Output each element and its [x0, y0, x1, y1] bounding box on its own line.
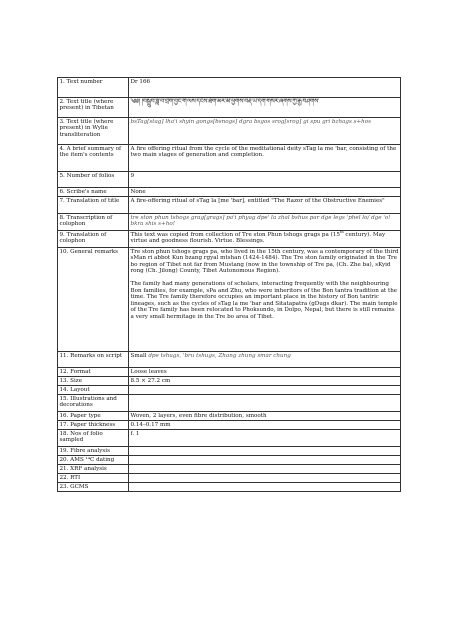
script-remarks-text: Small	[130, 352, 149, 359]
remarks-paragraph-1: Tre ston phun tshogs grags pa, who lived in the 15th century, was a contemporary of the third sMan ri abbot Kun bzang rgyal mtshan (1424-1484). The Tre ston family originated in the Tre bo region of Tibet not far from Mustang (now in the township of Tre pa, (Ch. Zhe ba), sKyid rong (Ch. Jilong) County, Tibet Autonomous Region).	[130, 248, 399, 275]
script-remarks-value	[129, 352, 401, 368]
row-label: 23. GCMS	[58, 483, 129, 492]
illustrations-value	[129, 395, 401, 412]
fibre-analysis-value	[129, 447, 401, 456]
catalogue-entry-table	[57, 77, 401, 492]
paper-type-value: Woven, 2 layers, even fibre distribution, smooth	[129, 412, 401, 421]
remarks-paragraph-2: The family had many generations of scholars, interacting frequently with the neighbouring Bon families, for example, sPa and Zhu, who were inheritors of the Bon tantra tradition at the time. The Tre family therefore occupies an important place in the history of Bon tantric lineages, such as the cycles of sTag la me 'bar and Sitatapatra (gDugs dkar). The main temple of the Tre family has been relocated to Phoksundo, in Dolpo, Nepal, but there is still remains a very small hermitage in the Tre bo area of Tibet.	[130, 280, 398, 320]
table-row	[58, 421, 401, 430]
table-row	[58, 447, 401, 456]
title-translation-value: A fire-offering ritual of sTag la [me 'bar], entitled "The Razor of the Obstructive Enemies"	[129, 197, 401, 214]
colophon-translation-text: century). May virtue and goodness flourish. Virtue. Blessings.	[130, 231, 386, 245]
table-row	[58, 483, 401, 492]
table-row	[58, 98, 401, 118]
ordinal-suffix: th	[339, 229, 344, 234]
row-label: 10. General remarks	[58, 248, 129, 352]
table-row	[58, 395, 401, 412]
table-row	[58, 214, 401, 231]
table-row	[58, 474, 401, 483]
row-label: 2. Text title (where present) in Tibetan	[58, 98, 129, 118]
row-label: 11. Remarks on script	[58, 352, 129, 368]
table-row	[58, 248, 401, 352]
table-row	[58, 145, 401, 172]
row-label: 6. Scribe's name	[58, 188, 129, 197]
layout-value	[129, 386, 401, 395]
table-row	[58, 430, 401, 447]
table-row	[58, 386, 401, 395]
table-row	[58, 231, 401, 248]
row-label: 7. Translation of title	[58, 197, 129, 214]
table-row	[58, 352, 401, 368]
row-label: 14. Layout	[58, 386, 129, 395]
table-row	[58, 377, 401, 386]
ams-dating-value	[129, 456, 401, 465]
row-label: 19. Fibre analysis	[58, 447, 129, 456]
colophon-translation-text: This text was copied from collection of Tre ston Phun tshogs grags pa (15	[130, 231, 340, 238]
row-label: 1. Text number	[58, 78, 129, 98]
row-label: 5. Number of folios	[58, 172, 129, 188]
row-label: 9. Translation of colophon	[58, 231, 129, 248]
row-label: 20. AMS ¹⁴C dating	[58, 456, 129, 465]
general-remarks-value	[129, 248, 401, 352]
table-row	[58, 456, 401, 465]
row-label: 12. Format	[58, 368, 129, 377]
gcms-value	[129, 483, 401, 492]
tibetan-title-value: ༄༅། །བསྒྲུབ་ཟླ་བ་བྲེག་བྱང་གི་ལས་དངོས་ཐོག་མར་མི་ཕྱོགས་བརྡ་ཡི་དག་གསེར་ཞགས་ཀྱི་རྒྱ་བཤགས་	[129, 98, 401, 118]
size-value: 8.5 × 27.2 cm	[129, 377, 401, 386]
text-number-value: Dr 166	[129, 78, 401, 98]
table-row	[58, 465, 401, 474]
xrf-analysis-value	[129, 465, 401, 474]
script-names: dpe tshugs, 'bru tshugs, Zhang zhung smar chung	[148, 352, 291, 359]
table-row	[58, 412, 401, 421]
row-label: 21. XRF analysis	[58, 465, 129, 474]
table-row	[58, 172, 401, 188]
row-label: 13. Size	[58, 377, 129, 386]
row-label: 15. Illustrations and decorations	[58, 395, 129, 412]
row-label: 4. A brief summary of the item's contents	[58, 145, 129, 172]
row-label: 18. Nos of folio sampled	[58, 430, 129, 447]
row-label: 17. Paper thickness	[58, 421, 129, 430]
wylie-title-value: bsTag[stag] lha'i shyin gongs[bsnogs] dgra bsgos srog[srog] gi spu gri bzhags s+hos	[129, 118, 401, 145]
paper-thickness-value: 0.14–0.17 mm	[129, 421, 401, 430]
rti-value	[129, 474, 401, 483]
row-label: 16. Paper type	[58, 412, 129, 421]
table-row	[58, 78, 401, 98]
table-row	[58, 368, 401, 377]
folio-count-value: 9	[129, 172, 401, 188]
folio-sampled-value: f. 1	[129, 430, 401, 447]
summary-value: A fire offering ritual from the cycle of the meditational deity sTag la me 'bar, consisting of the two main stages of generation and completion.	[129, 145, 401, 172]
colophon-transcription-value: tre ston phun tshogs grag[grags] pa'i phyag dpe' la zhal bshus par dge legs 'phel lo/ dge 'o! bkra shis s+ho!	[129, 214, 401, 231]
row-label: 3. Text title (where present) in Wylie transliteration	[58, 118, 129, 145]
row-label: 22. RTI	[58, 474, 129, 483]
colophon-translation-value	[129, 231, 401, 248]
row-label: 8. Transcription of colophon	[58, 214, 129, 231]
table-row	[58, 118, 401, 145]
scribe-value: None	[129, 188, 401, 197]
table-row	[58, 197, 401, 214]
table-row	[58, 188, 401, 197]
format-value: Loose leaves	[129, 368, 401, 377]
